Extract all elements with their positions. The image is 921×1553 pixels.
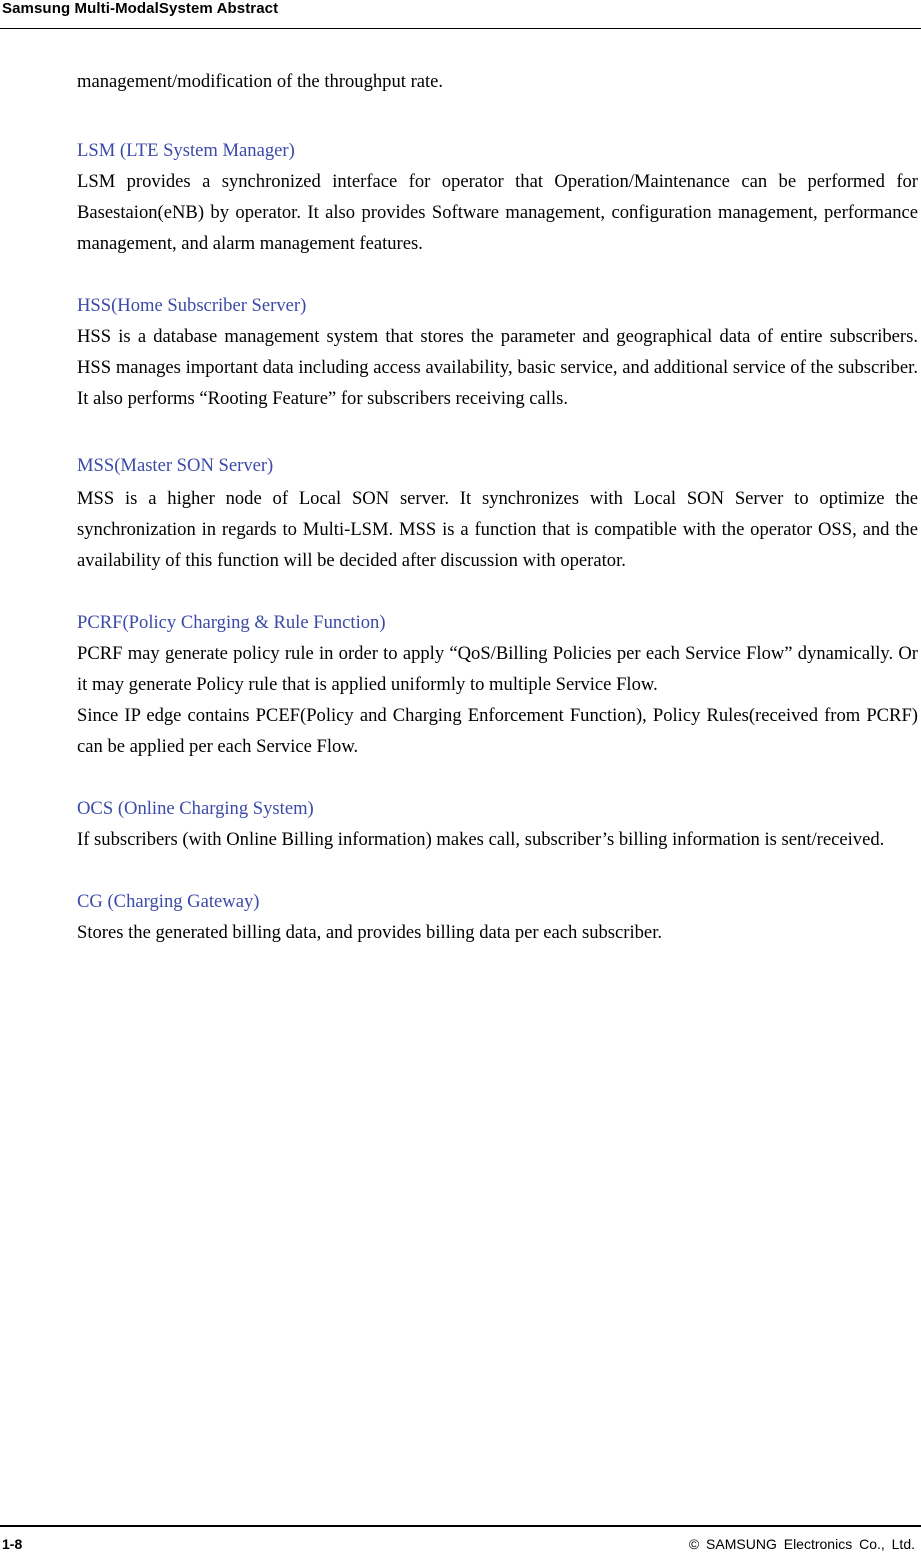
intro-paragraph: management/modification of the throughput rate. (77, 71, 444, 92)
pcrf-paragraph-2: Since IP edge contains PCEF(Policy and Charging Enforcement Function), Policy Rules(received from PCRF) can be applied per each Service Flow. (77, 705, 918, 757)
running-header-title: Samsung Multi-ModalSystem Abstract (2, 0, 279, 17)
lsm-paragraph: LSM provides a synchronized interface for operator that Operation/Maintenance can be performed for Basestaion(eNB) by operator. It also provides Software management, configuration management, performance management, and alarm management features. (77, 171, 918, 254)
page-number: 1-8 (2, 1536, 23, 1552)
lsm-heading: LSM (LTE System Manager) (77, 140, 295, 161)
ocs-heading: OCS (Online Charging System) (77, 798, 314, 819)
cg-heading: CG (Charging Gateway) (77, 891, 260, 912)
pcrf-heading: PCRF(Policy Charging & Rule Function) (77, 612, 386, 633)
cg-paragraph: Stores the generated billing data, and provides billing data per each subscriber. (77, 922, 663, 943)
footer-rule (0, 1525, 921, 1527)
mss-heading: MSS(Master SON Server) (77, 455, 274, 476)
page-body (77, 66, 918, 948)
copyright-notice: © SAMSUNG Electronics Co., Ltd. (688, 1536, 915, 1552)
pcrf-paragraph-1: PCRF may generate policy rule in order to apply “QoS/Billing Policies per each Service Flow” dynamically. Or it may generate Policy rule that is applied uniformly to multiple Service Flow. (77, 643, 918, 695)
hss-paragraph: HSS is a database management system that stores the parameter and geographical data of entire subscribers. HSS manages important data including access availability, basic service, and additional service of the subscriber. It also performs “Rooting Feature” for subscribers receiving calls. (77, 326, 918, 409)
mss-paragraph: MSS is a higher node of Local SON server. It synchronizes with Local SON Server to optimize the synchronization in regards to Multi-LSM. MSS is a function that is compatible with the operator OSS, and the availability of this function will be decided after discussion with operator. (77, 488, 918, 571)
ocs-paragraph: If subscribers (with Online Billing information) makes call, subscriber’s billing information is sent/received. (77, 829, 885, 850)
header-rule (0, 28, 921, 29)
hss-heading: HSS(Home Subscriber Server) (77, 295, 307, 316)
